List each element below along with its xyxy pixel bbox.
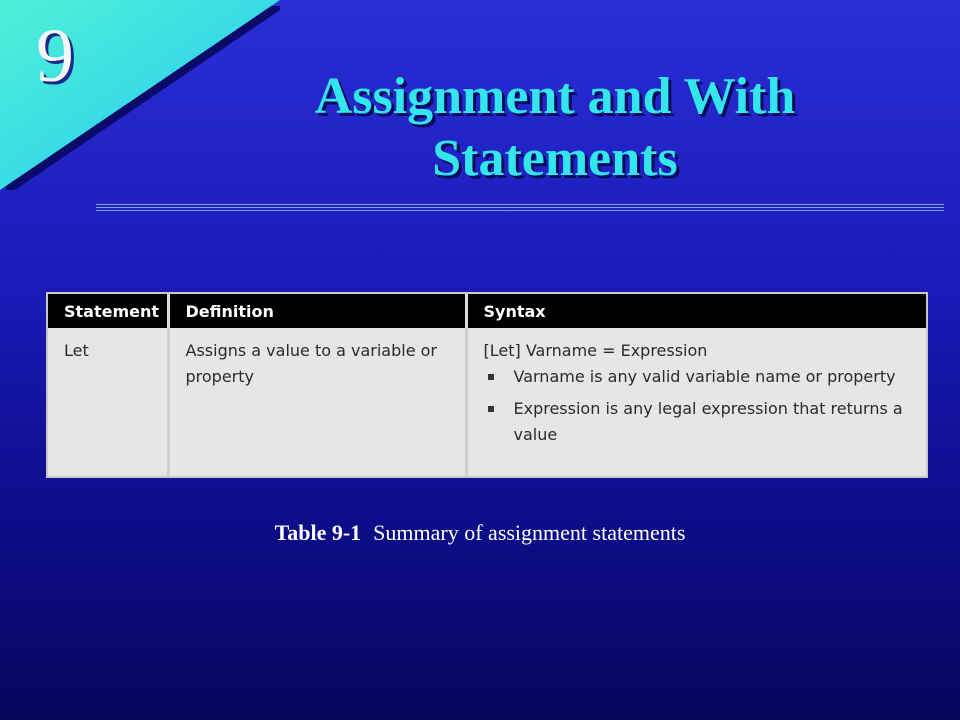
header-definition: Definition [168,294,466,328]
cell-definition: Assigns a value to a variable or property [168,328,466,476]
slide-title [170,66,940,190]
chapter-number: 9 [36,14,74,98]
title-line-2: Statements [432,130,678,187]
caption-text: Summary of assignment statements [373,520,686,545]
title-underline [96,204,944,212]
syntax-bullet: Expression is any legal expression that returns a value [484,396,915,448]
syntax-line: [Let] Varname = Expression [483,341,708,360]
header-statement: Statement [48,294,168,328]
syntax-bullet: Varname is any valid variable name or property [484,364,915,390]
cell-statement: Let [48,328,168,476]
caption-label: Table 9-1 [274,520,362,545]
summary-table [46,292,928,478]
table-header-row [48,294,926,328]
title-line-1: Assignment and With [314,68,796,125]
table-row [48,328,926,476]
table-caption [0,520,960,546]
header-syntax: Syntax [466,294,926,328]
syntax-bullet-list [484,364,915,448]
cell-syntax [466,328,926,476]
